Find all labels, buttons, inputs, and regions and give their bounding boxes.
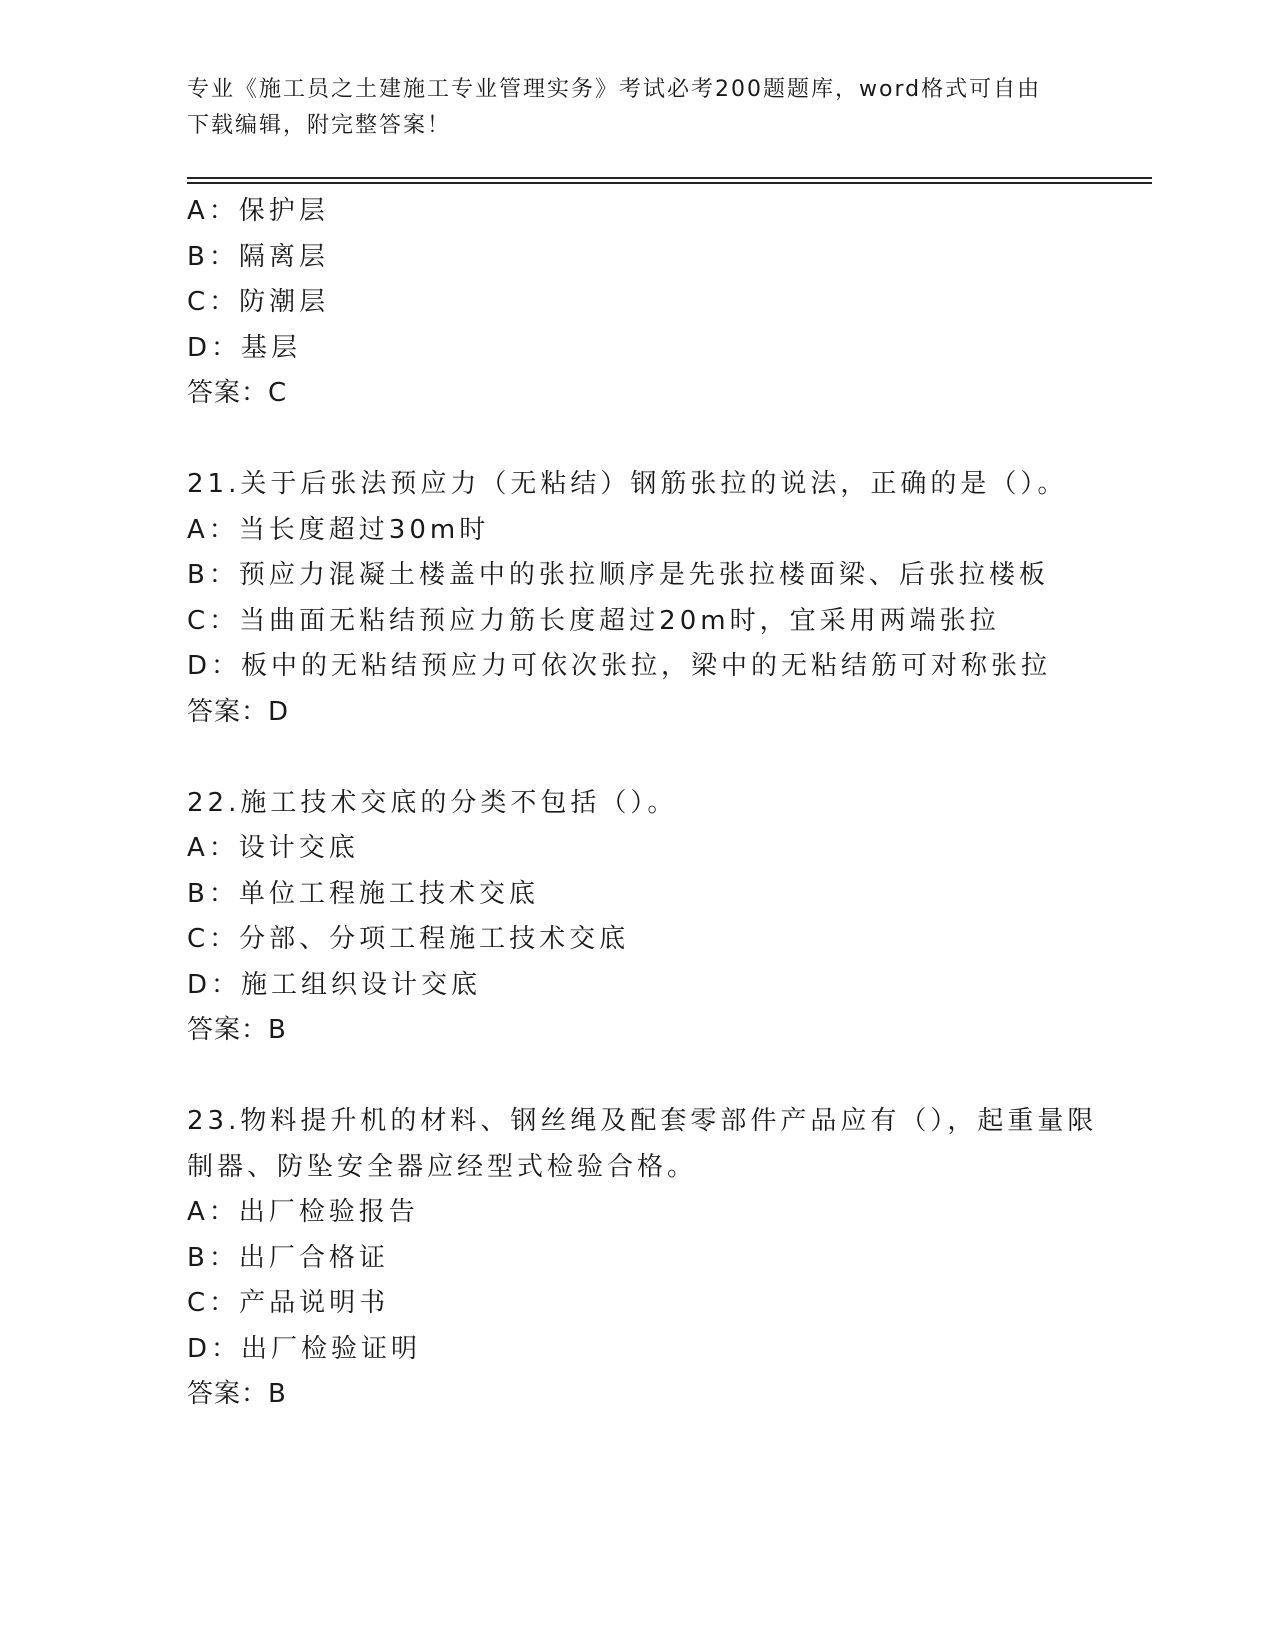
spacer bbox=[187, 1054, 1087, 1100]
header-divider-bottom bbox=[187, 182, 1152, 184]
option-c: C：当曲面无粘结预应力筋长度超过20m时，宜采用两端张拉 bbox=[187, 605, 1000, 636]
question-list bbox=[187, 189, 1098, 1418]
option-a: A：设计交底 bbox=[187, 833, 359, 863]
option-a: A：当长度超过30m时 bbox=[187, 514, 490, 545]
option-d: D：基层 bbox=[187, 332, 302, 363]
header-line-1: 专业《施工员之土建施工专业管理实务》考试必考200题题库，word格式可自由 bbox=[187, 77, 1042, 102]
question-text: 21.关于后张法预应力（无粘结）钢筋张拉的说法，正确的是（）。 bbox=[187, 469, 1068, 499]
option-a: A：保护层 bbox=[187, 196, 329, 226]
option-d: D：出厂检验证明 bbox=[187, 1333, 422, 1364]
question-23 bbox=[187, 1099, 1098, 1418]
spacer bbox=[187, 735, 1087, 781]
option-c: C：分部、分项工程施工技术交底 bbox=[187, 924, 630, 954]
answer: 答案：B bbox=[187, 1015, 287, 1045]
answer: 答案：C bbox=[187, 378, 288, 408]
option-c: C：产品说明书 bbox=[187, 1288, 390, 1318]
document-header bbox=[187, 72, 1067, 144]
answer: 答案：D bbox=[187, 696, 290, 727]
question-text-line-2: 制器、防坠安全器应经型式检验合格。 bbox=[187, 1151, 698, 1182]
question-text: 22.施工技术交底的分类不包括（）。 bbox=[187, 787, 678, 818]
option-b: B：出厂合格证 bbox=[187, 1242, 389, 1273]
header-line-2: 下载编辑，附完整答案！ bbox=[187, 113, 452, 138]
header-divider-top bbox=[187, 177, 1152, 179]
option-b: B：隔离层 bbox=[187, 241, 329, 272]
question-20 bbox=[187, 189, 1087, 417]
answer: 答案：B bbox=[187, 1379, 287, 1409]
option-a: A：出厂检验报告 bbox=[187, 1197, 419, 1227]
question-22 bbox=[187, 781, 1087, 1054]
option-d: D：施工组织设计交底 bbox=[187, 969, 482, 1000]
option-b: B：单位工程施工技术交底 bbox=[187, 878, 539, 909]
question-21 bbox=[187, 462, 1087, 735]
question-text-line-1: 23.物料提升机的材料、钢丝绳及配套零部件产品应有（），起重量限 bbox=[187, 1106, 1098, 1136]
option-d: D：板中的无粘结预应力可依次张拉，梁中的无粘结筋可对称张拉 bbox=[187, 651, 1052, 681]
option-c: C：防潮层 bbox=[187, 287, 330, 317]
option-b: B：预应力混凝土楼盖中的张拉顺序是先张拉楼面梁、后张拉楼板 bbox=[187, 560, 1049, 590]
spacer bbox=[187, 417, 1087, 463]
